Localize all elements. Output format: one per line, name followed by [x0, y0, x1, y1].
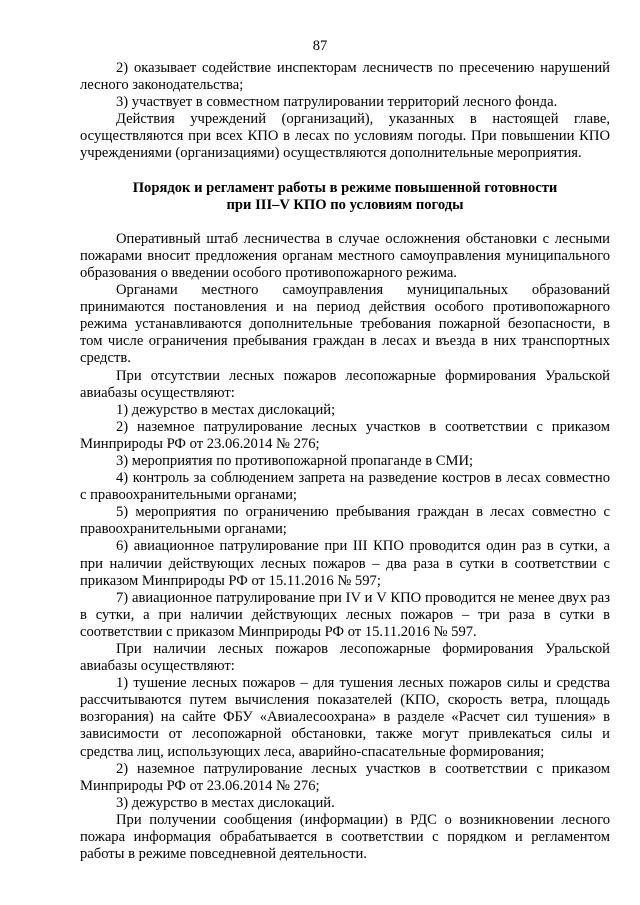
paragraph: При отсутствии лесных пожаров лесопожарные формирования Уральской авиабазы осуществляют: [80, 367, 610, 401]
list-item: 2) наземное патрулирование лесных участков в соответствии с приказом Минприроды РФ от 23.06.2014 № 276; [80, 760, 610, 794]
list-item: 3) дежурство в местах дислокаций. [116, 794, 335, 811]
list-item: 2) наземное патрулирование лесных участков в соответствии с приказом Минприроды РФ от 23.06.2014 № 276; [80, 418, 610, 452]
list-item: 7) авиационное патрулирование при IV и V КПО проводится не менее двух раз в сутки, а при наличии действующих лесных пожаров – три раза в сутки в соответствии с приказом Минприроды РФ от 15.11.2016 № 597. [80, 589, 610, 640]
paragraph: Органами местного самоуправления муниципальных образований принимаются постановления и на период действия особого противопожарного режима устанавливаются дополнительные требования пожарной безопасности, в том числе ограничения пребывания граждан в лесах и въезда в них транспортных средств. [80, 282, 610, 367]
list-item: 4) контроль за соблюдением запрета на разведение костров в лесах совместно с правоохранительными органами; [80, 470, 610, 504]
list-item: 1) тушение лесных пожаров – для тушения лесных пожаров силы и средства рассчитываются путем вычисления показателей (КПО, скорость ветра, площадь возгорания) на сайте ФБУ «Авиалесоохрана» в разделе «Расчет сил тушения» в зависимости от лесопожарной обстановки, также могут привлекаться силы и средства лиц, использующих леса, аварийно-спасательные формирования; [80, 675, 610, 760]
list-item: 1) дежурство в местах дислокаций; [116, 401, 336, 418]
paragraph: Действия учреждений (организаций), указанных в настоящей главе, осуществляются при всех КПО в лесах по условиям погоды. При повышении КПО учреждениями (организациями) осуществляются дополнительные мероприятия. [80, 111, 610, 162]
paragraph: При наличии лесных пожаров лесопожарные формирования Уральской авиабазы осуществляют: [80, 641, 610, 675]
section-title-line-1: Порядок и регламент работы в режиме повышенной готовности [132, 179, 558, 196]
paragraph: Оперативный штаб лесничества в случае осложнения обстановки с лесными пожарами вносит предложения органам местного самоуправления муниципального образования о введении особого противопожарного режима. [80, 230, 610, 281]
paragraph: 2) оказывает содействие инспекторам лесничеств по пресечению нарушений лесного законодательства; [80, 60, 610, 94]
document-body [80, 60, 610, 863]
paragraph: При получении сообщения (информации) в РДС о возникновении лесного пожара информация обрабатывается в соответствии с порядком и регламентом работы в режиме повседневной деятельности. [80, 811, 610, 863]
section-title-line-2: при III–V КПО по условиям погоды [226, 196, 464, 213]
list-item: 6) авиационное патрулирование при III КПО проводится один раз в сутки, а при наличии действующих лесных пожаров – два раза в сутки в соответствии с приказом Минприроды РФ от 15.11.2016 № 597; [80, 538, 610, 589]
paragraph: 3) участвует в совместном патрулировании территорий лесного фонда. [116, 94, 558, 111]
page-number: 87 [312, 38, 328, 54]
list-item: 3) мероприятия по противопожарной пропаганде в СМИ; [116, 452, 474, 469]
list-item: 5) мероприятия по ограничению пребывания граждан в лесах совместно с правоохранительными органами; [80, 504, 610, 538]
